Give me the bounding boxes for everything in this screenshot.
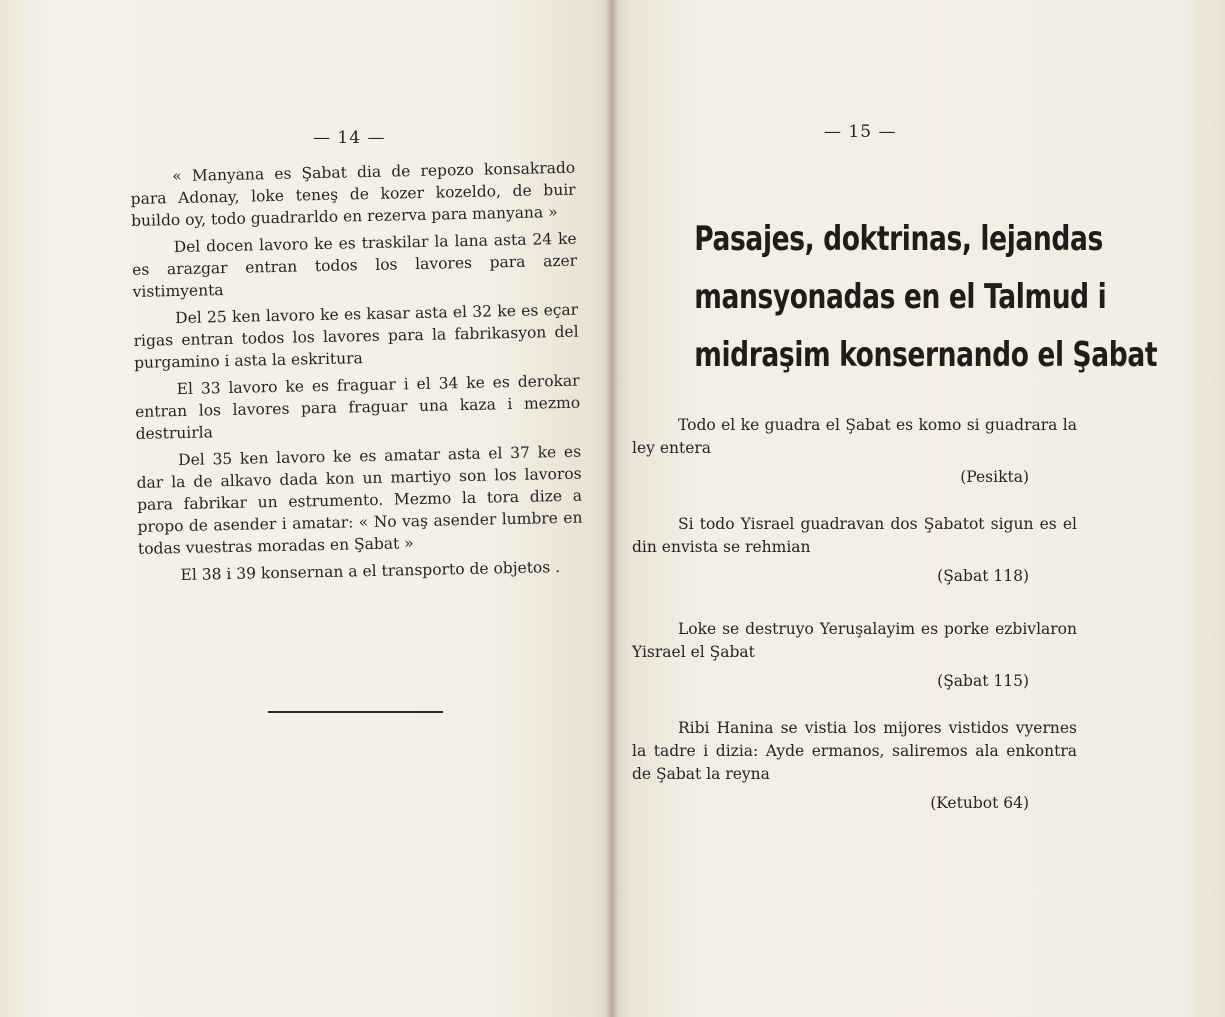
quote-block bbox=[632, 717, 1077, 815]
quote-source: (Ketubot 64) bbox=[930, 794, 1029, 812]
right-page bbox=[612, 0, 1225, 1017]
quote-block bbox=[632, 618, 1077, 693]
quote-block bbox=[632, 513, 1077, 588]
quote-block bbox=[632, 414, 1077, 489]
chapter-title bbox=[694, 210, 1158, 384]
paragraph: Del 35 ken lavoro ke es amatar asta el 37 ke es dar la de alkavo dada kon un martiyo son los lavoros para fabrikar un estrumento. Mezmo la tora dize a propo de asender i amatar: « No vaş asender lumbre en todas vuestras moradas en Şabat » bbox=[136, 442, 583, 558]
left-page-number: — 14 — bbox=[313, 128, 386, 148]
quote-text: Ribi Hanina se vistia los mijores vistidos vyernes la tadre i dizia: Ayde ermanos, saliremos ala enkontra de Şabat la reyna bbox=[632, 719, 1077, 783]
quote-text: Loke se destruyo Yeruşalayim es porke ezbivlaron Yisrael el Şabat bbox=[632, 620, 1077, 661]
paragraph: Del docen lavoro ke es traskilar la lana asta 24 ke es arazgar entran todos los lavores para azer vistimyenta bbox=[131, 229, 578, 301]
left-page-text bbox=[130, 157, 584, 592]
title-line: midraşim konsernando el Şabat bbox=[694, 335, 1158, 375]
section-divider bbox=[268, 711, 443, 713]
paragraph: El 38 i 39 konsernan a el transporto de objetos . bbox=[180, 558, 561, 585]
paragraph: Del 25 ken lavoro ke es kasar asta el 32 ke es eçar rigas entran todos los lavores para la fabrikasyon del purgamino i asta la eskritura bbox=[133, 300, 579, 372]
quote-text: Todo el ke guadra el Şabat es komo si guadrara la ley entera bbox=[632, 416, 1077, 457]
title-line: Pasajes, doktrinas, lejandas bbox=[694, 219, 1103, 259]
paragraph: « Manyana es Şabat dia de repozo konsakrado para Adonay, loke teneş de kozer kozeldo, de buir buildo oy, todo guadrarldo en rezerva para manyana » bbox=[130, 158, 576, 230]
paragraph: El 33 lavoro ke es fraguar i el 34 ke es derokar entran los lavores para fraguar una kaza i mezmo destruirla bbox=[134, 371, 581, 443]
title-line: mansyonadas en el Talmud i bbox=[694, 277, 1107, 317]
quote-source: (Şabat 118) bbox=[937, 567, 1029, 585]
book-gutter bbox=[606, 0, 618, 1017]
quote-text: Si todo Yisrael guadravan dos Şabatot sigun es el din envista se rehmian bbox=[632, 515, 1077, 556]
quote-source: (Şabat 115) bbox=[937, 672, 1029, 690]
right-page-number: — 15 — bbox=[824, 122, 897, 142]
quote-source: (Pesikta) bbox=[960, 468, 1029, 486]
